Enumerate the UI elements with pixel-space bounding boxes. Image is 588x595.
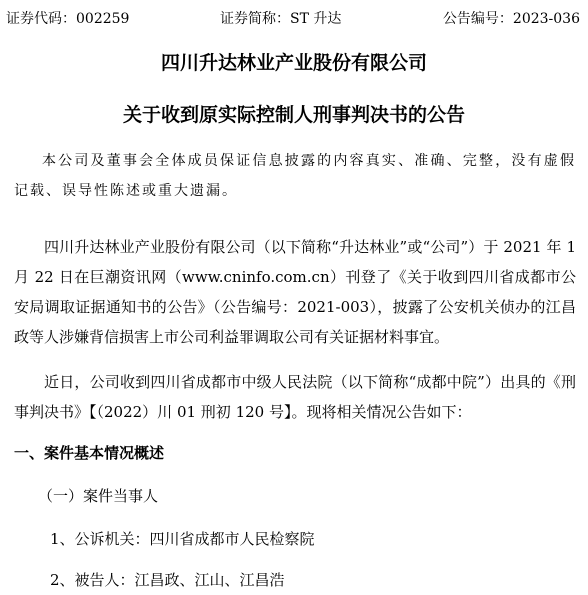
stock-short-name: 证券简称：ST 升达: [220, 11, 342, 27]
list-item: 2、被告人：江昌政、江山、江昌浩: [50, 571, 285, 589]
company-name: 四川升达林业产业股份有限公司: [160, 52, 427, 74]
list-item: 1、公诉机关：四川省成都市人民检察院: [50, 530, 315, 548]
background-paragraph: 四川升达林业产业股份有限公司（以下简称“升达林业”或“公司”）于 2021 年 1 月 22 日在巨潮资讯网（www.cninfo.com.cn）刊登了《关于收到四川省成都市公安局调取证据通知书的公告》（公告编号：2021-003），披露了公安机关侦办的江昌政等人涉嫌背信损害上市公司利益罪调取公司有关证据材料事宜。: [14, 238, 576, 346]
recent-paragraph: 近日，公司收到四川省成都市中级人民法院（以下简称“成都中院”）出具的《刑事判决书》【（2022）川 01 刑初 120 号】。现将相关情况公告如下：: [14, 373, 576, 421]
stock-code: 证券代码：002259: [6, 11, 130, 27]
disclaimer-paragraph: 本公司及董事会全体成员保证信息披露的内容真实、准确、完整，没有虚假记载、误导性陈述或重大遗漏。: [14, 153, 576, 199]
section-heading: 一、案件基本情况概述: [14, 444, 165, 462]
announcement-number: 公告编号：2023-036: [442, 11, 580, 27]
document-header: [6, 8, 580, 30]
sub-heading: （一）案件当事人: [38, 487, 159, 505]
announcement-title: 关于收到原实际控制人刑事判决书的公告: [122, 104, 465, 126]
